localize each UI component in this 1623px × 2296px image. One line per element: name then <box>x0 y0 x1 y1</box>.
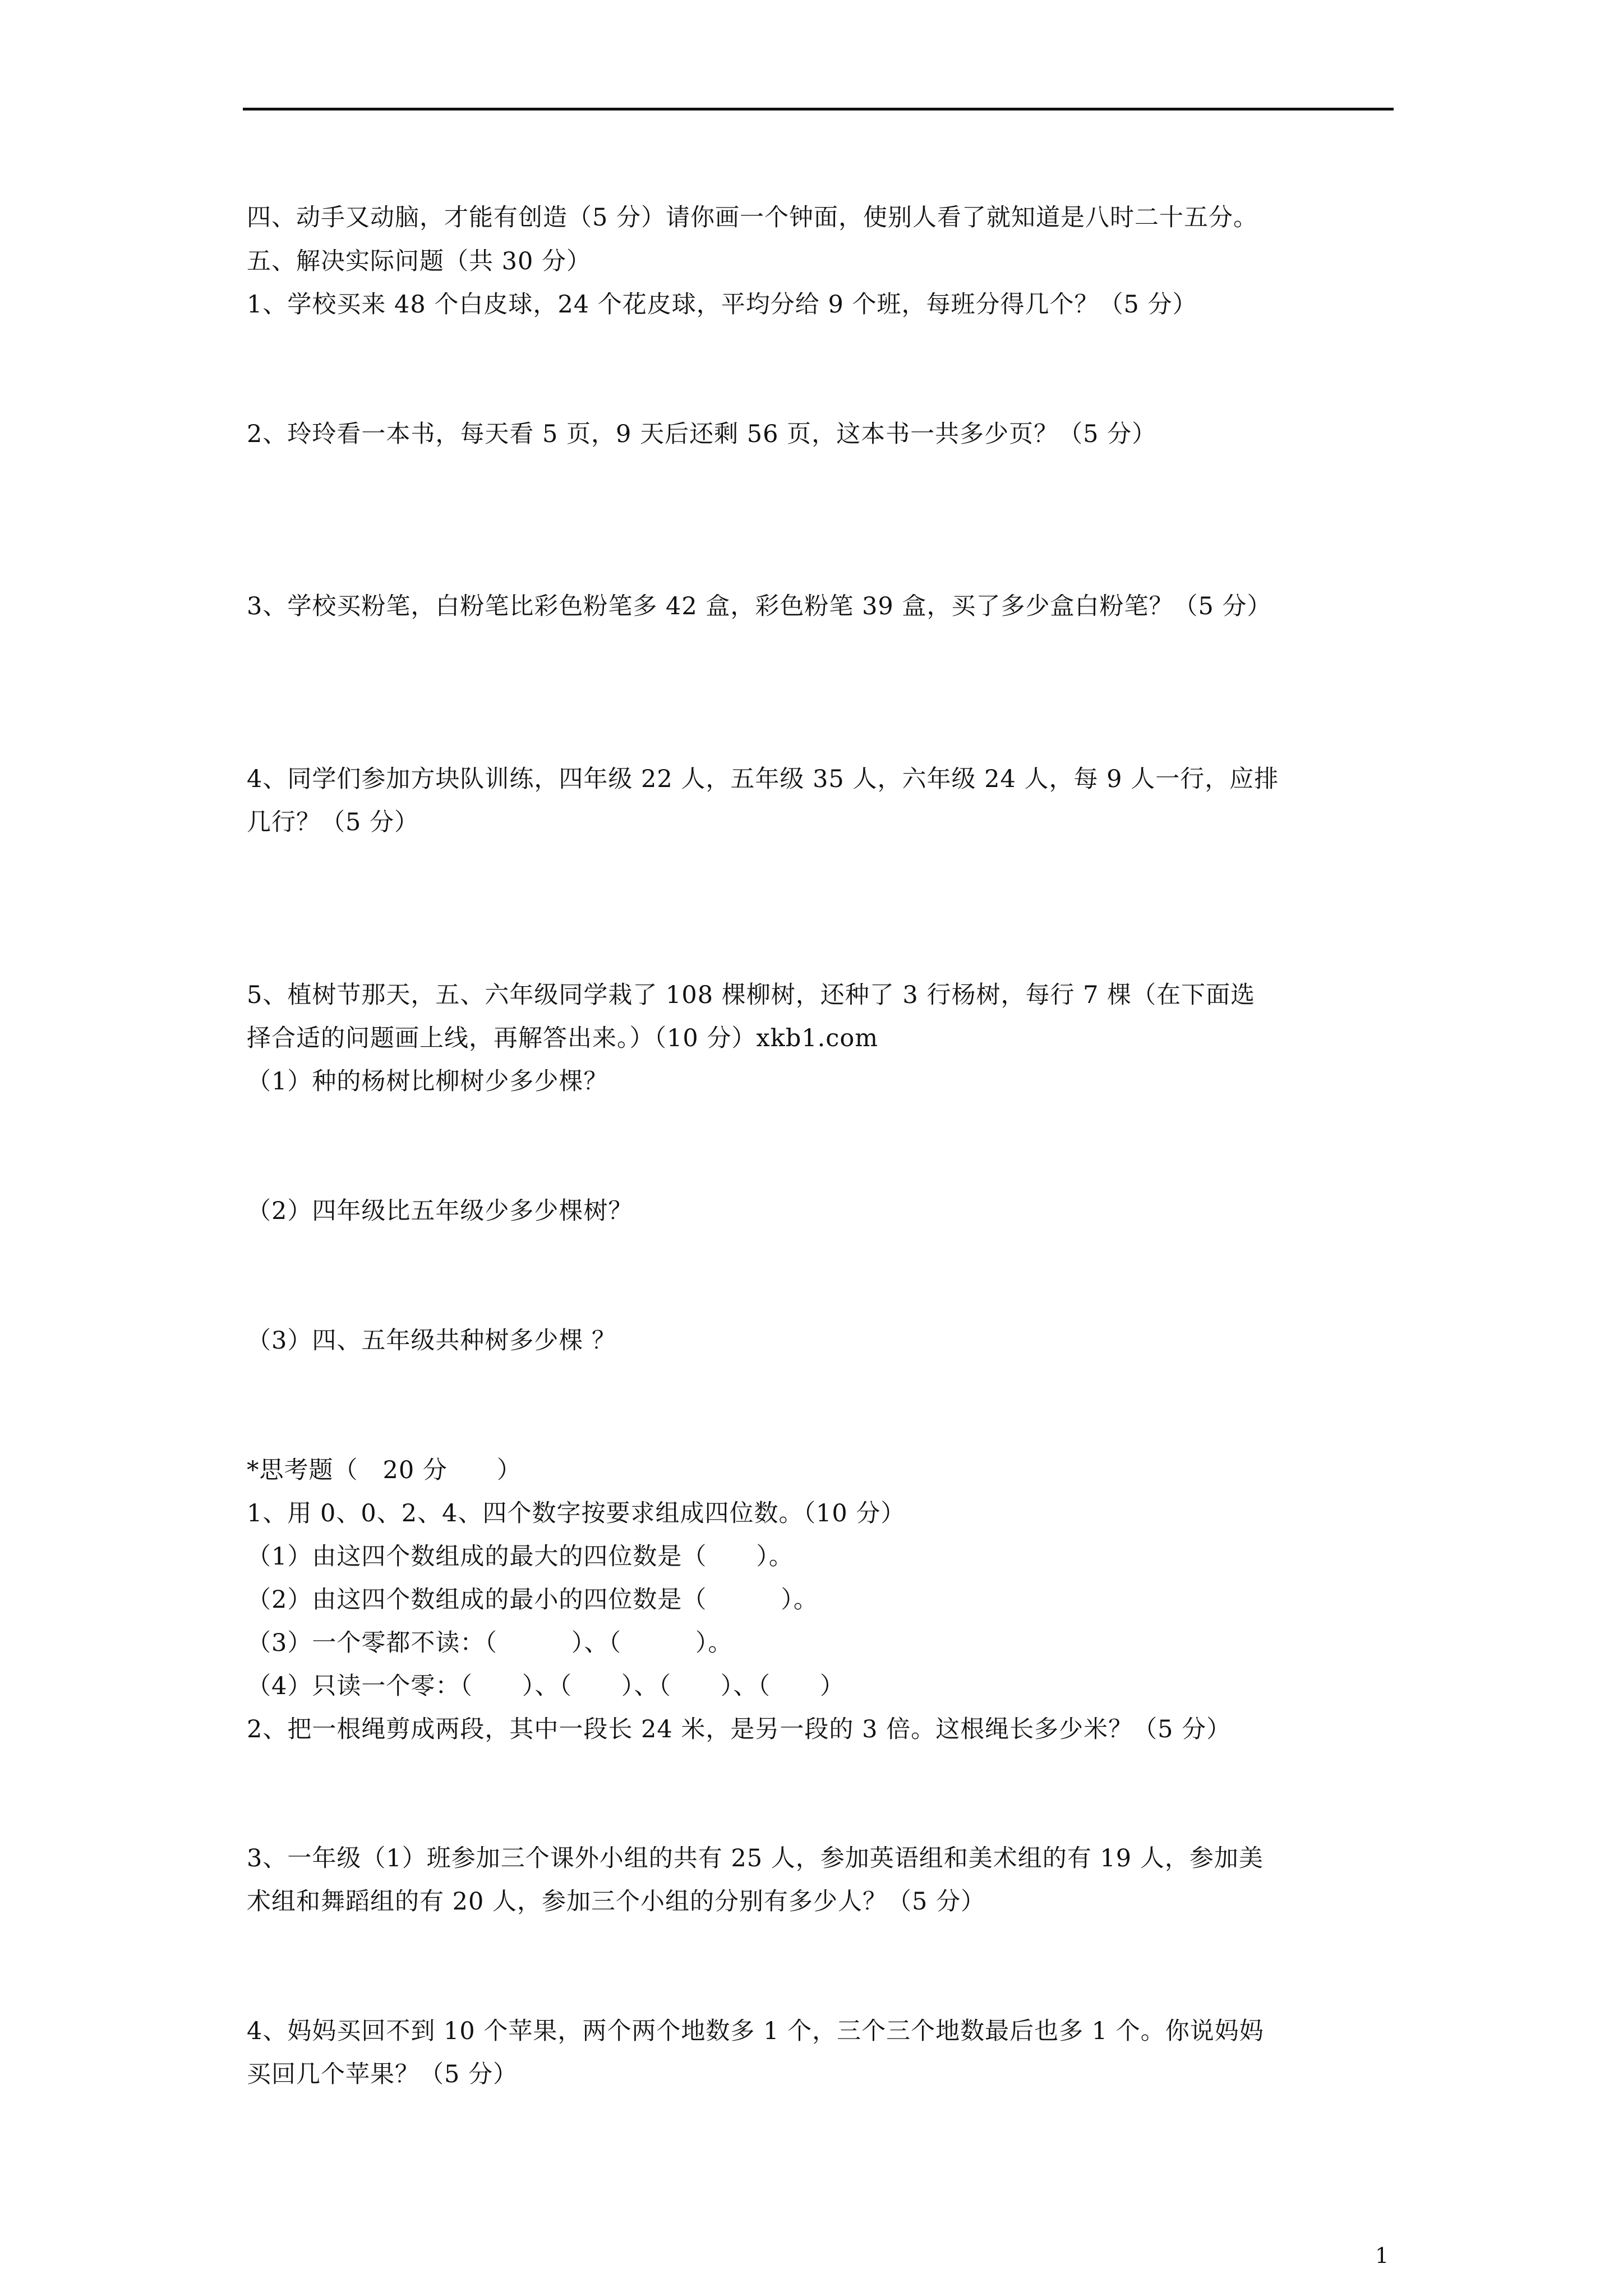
thinking-question-4-line2: 买回几个苹果？（5 分） <box>247 2060 518 2088</box>
thinking-question-1-sub4: （4）只读一个零：（ ）、（ ）、（ ）、（ ） <box>247 1672 845 1700</box>
thinking-question-1: 1、用 0、0、2、4、四个数字按要求组成四位数。（10 分） <box>247 1499 906 1527</box>
section5-question-1: 1、学校买来 48 个白皮球，24 个花皮球，平均分给 9 个班，每班分得几个？（5 分） <box>247 291 1197 319</box>
thinking-question-1-sub2: （2）由这四个数组成的最小的四位数是（ ）。 <box>247 1586 818 1614</box>
section5-question-4-line1: 4、同学们参加方块队训练，四年级 22 人，五年级 35 人，六年级 24 人，每 9 人一行，应排 <box>247 765 1279 793</box>
thinking-question-2: 2、把一根绳剪成两段，其中一段长 24 米，是另一段的 3 倍。这根绳长多少米？（5 分） <box>247 1715 1232 1743</box>
thinking-question-4-line1: 4、妈妈买回不到 10 个苹果，两个两个地数多 1 个，三个三个地数最后也多 1 个。你说妈妈 <box>247 2017 1264 2045</box>
thinking-question-1-sub1: （1）由这四个数组成的最大的四位数是（ ）。 <box>247 1543 794 1571</box>
section4-title: 四、动手又动脑，才能有创造（5 分）请你画一个钟面，使别人看了就知道是八时二十五分。 <box>247 204 1258 232</box>
section5-question-5-sub2: （2）四年级比五年级少多少棵树？ <box>247 1197 633 1225</box>
thinking-question-3-line2: 术组和舞蹈组的有 20 人，参加三个小组的分别有多少人？（5 分） <box>247 1888 986 1916</box>
thinking-question-1-sub3: （3）一个零都不读：（ ）、（ ）。 <box>247 1629 733 1657</box>
section5-question-5-line1: 5、植树节那天，五、六年级同学栽了 108 棵柳树，还种了 3 行杨树，每行 7 棵（在下面选 <box>247 981 1256 1009</box>
header-rule <box>243 108 1394 111</box>
section5-question-5-line2: 择合适的问题画上线，再解答出来。）（10 分）xkb1.com <box>247 1024 878 1052</box>
section5-question-5-sub1: （1）种的杨树比柳树少多少棵？ <box>247 1068 608 1096</box>
thinking-title: *思考题（ 20 分 ） <box>247 1456 522 1484</box>
section5-question-4-line2: 几行？（5 分） <box>247 808 419 836</box>
section5-question-2: 2、玲玲看一本书，每天看 5 页，9 天后还剩 56 页，这本书一共多少页？（5 分） <box>247 420 1157 448</box>
section5-title: 五、解决实际问题（共 30 分） <box>247 247 592 275</box>
page-number: 1 <box>1375 2243 1389 2268</box>
thinking-question-3-line1: 3、一年级（1）班参加三个课外小组的共有 25 人，参加英语组和美术组的有 19 人，参加美 <box>247 1844 1264 1872</box>
section5-question-3: 3、学校买粉笔，白粉笔比彩色粉笔多 42 盒，彩色粉笔 39 盒，买了多少盒白粉笔？（5 分） <box>247 592 1272 620</box>
section5-question-5-sub3: （3）四、五年级共种树多少棵 ？ <box>247 1327 617 1355</box>
